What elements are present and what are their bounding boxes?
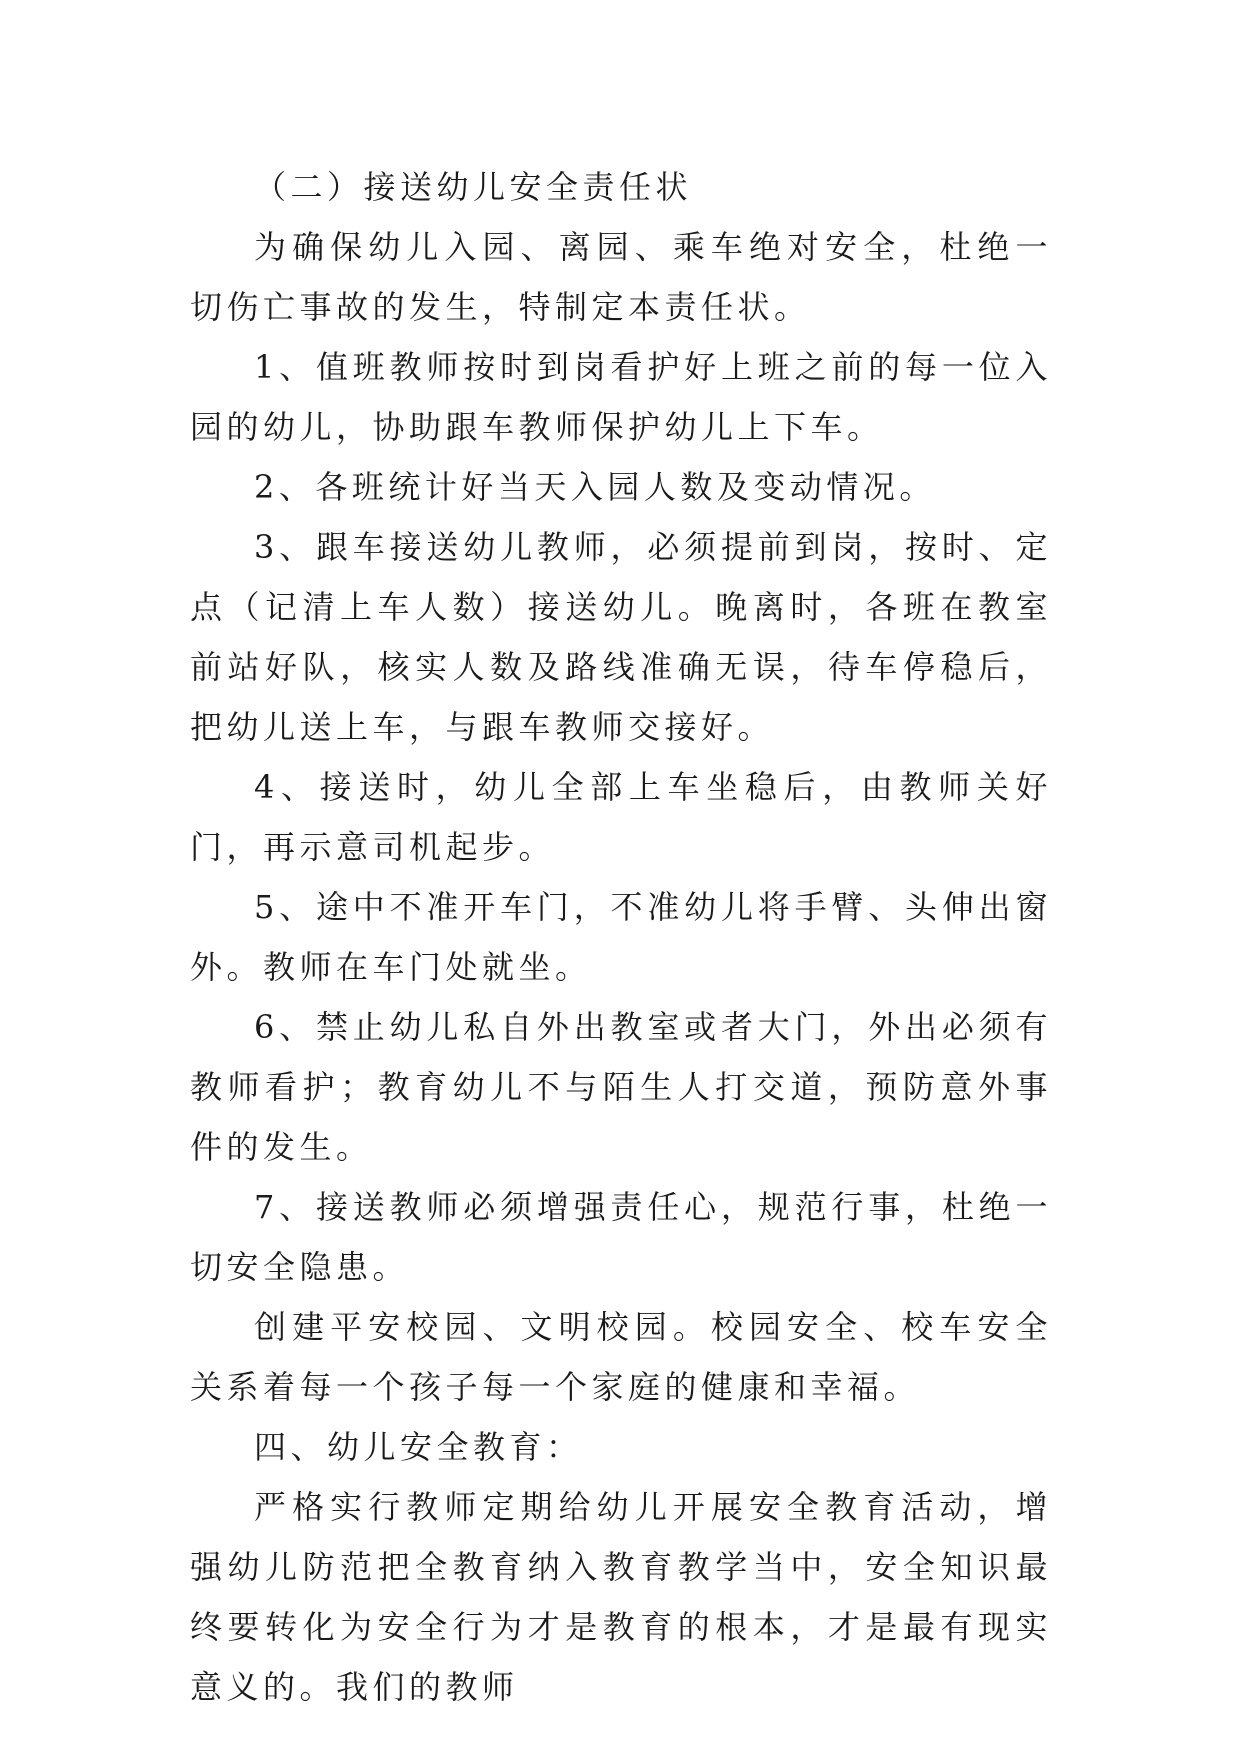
section-heading: （二）接送幼儿安全责任状 xyxy=(254,168,693,206)
paragraph: 6、禁止幼儿私自外出教室或者大门，外出必须有教师看护；教育幼儿不与陌生人打交道，预防意外事件的发生。 xyxy=(190,1008,1052,1166)
document-body xyxy=(190,157,1052,1717)
paragraph: 1、值班教师按时到岗看护好上班之前的每一位入园的幼儿，协助跟车教师保护幼儿上下车。 xyxy=(190,348,1052,446)
section-heading: 四、幼儿安全教育： xyxy=(254,1428,583,1466)
paragraph: 4、接送时，幼儿全部上车坐稳后，由教师关好门，再示意司机起步。 xyxy=(190,768,1052,866)
paragraph: 7、接送教师必须增强责任心，规范行事，杜绝一切安全隐患。 xyxy=(190,1188,1052,1286)
paragraph: 创建平安校园、文明校园。校园安全、校车安全关系着每一个孩子每一个家庭的健康和幸福。 xyxy=(190,1308,1052,1406)
paragraph: 2、各班统计好当天入园人数及变动情况。 xyxy=(254,468,936,506)
paragraph: 严格实行教师定期给幼儿开展安全教育活动，增强幼儿防范把全教育纳入教育教学当中，安全知识最终要转化为安全行为才是教育的根本，才是最有现实意义的。我们的教师 xyxy=(190,1488,1052,1706)
paragraph: 5、途中不准开车门，不准幼儿将手臂、头伸出窗外。教师在车门处就坐。 xyxy=(190,888,1052,986)
paragraph: 3、跟车接送幼儿教师，必须提前到岗，按时、定点（记清上车人数）接送幼儿。晚离时，各班在教室前站好队，核实人数及路线准确无误，待车停稳后，把幼儿送上车，与跟车教师交接好。 xyxy=(190,528,1052,746)
paragraph: 为确保幼儿入园、离园、乘车绝对安全，杜绝一切伤亡事故的发生，特制定本责任状。 xyxy=(190,228,1052,326)
